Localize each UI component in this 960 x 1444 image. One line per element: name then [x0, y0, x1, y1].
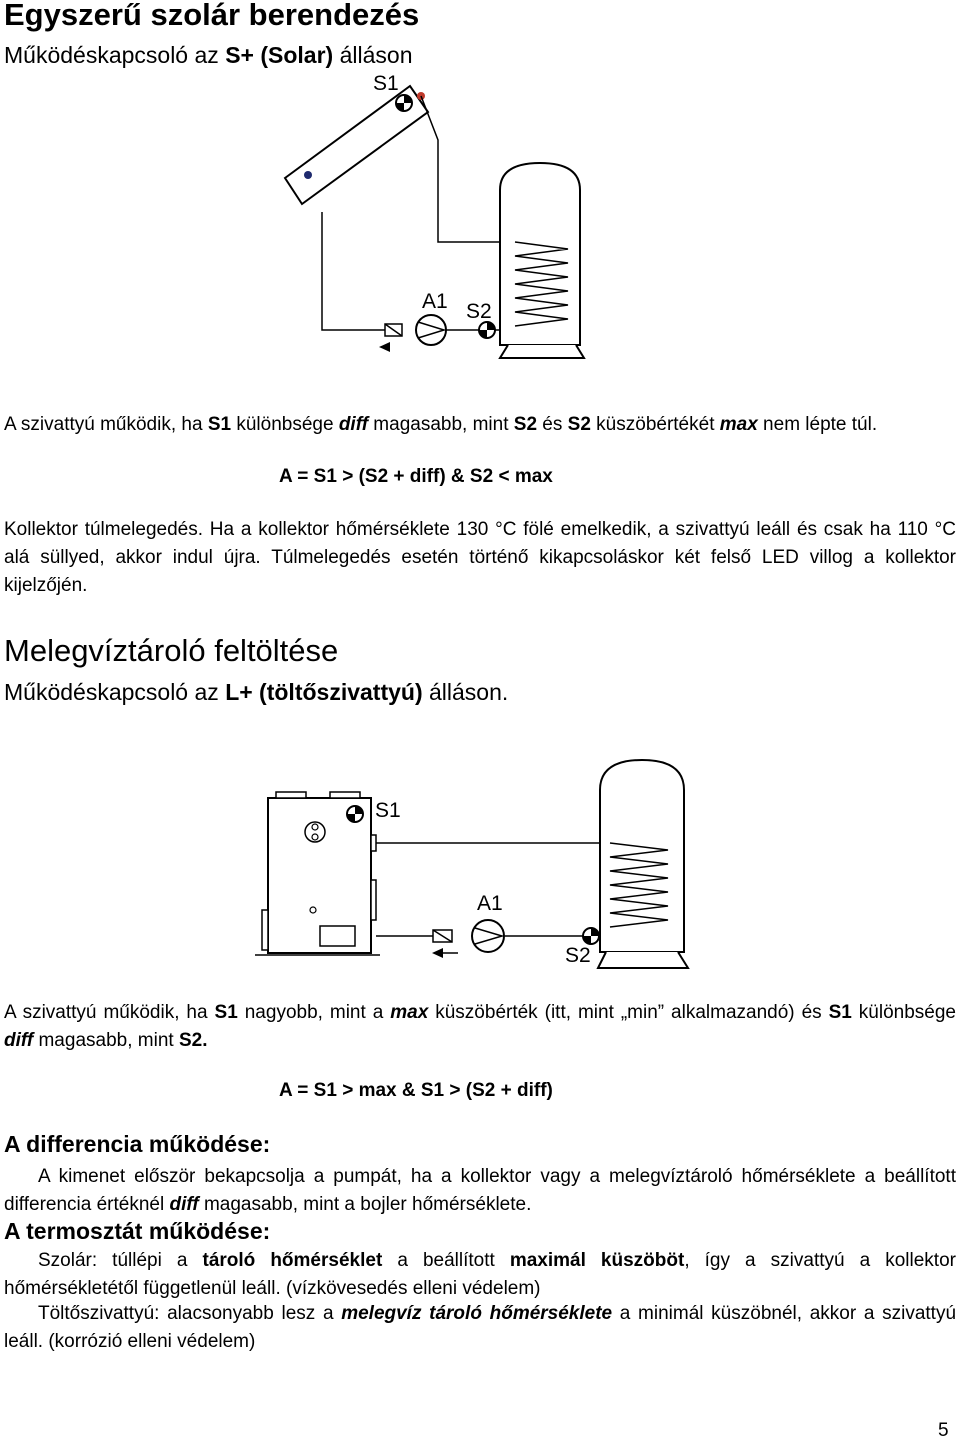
differencia-text: A kimenet először bekapcsolja a pumpát, ha a kollektor vagy a melegvíztároló hőmérséklete a beállított differencia értéknél diff magasabb, mint a bojler hőmérséklete. — [4, 1166, 956, 1215]
direction-arrow-icon — [432, 948, 458, 958]
sensor-s1-icon — [347, 806, 363, 822]
termosztat-title: A termosztát működése: — [4, 1218, 271, 1244]
label-a1: A1 — [422, 290, 448, 313]
boiler-diagram — [0, 740, 960, 990]
termosztat-solar-text: Szolár: túllépi a tároló hőmérséklet a beállított maximál küszöböt, így a szivattyú a kollektor hőmérsékletétől függetlenül leáll. (vízkövesedés elleni védelem) — [4, 1250, 956, 1299]
return-pipe — [322, 212, 385, 330]
section2-title: Melegvíztároló feltöltése — [4, 633, 339, 668]
sensor-s2-icon — [479, 322, 495, 338]
check-valve-icon — [385, 324, 402, 336]
pump-a1-icon — [472, 920, 504, 952]
page-number: 5 — [938, 1420, 949, 1441]
sensor-s2-icon — [583, 928, 599, 944]
section1-condition: A szivattyú működik, ha S1 különbsége diff magasabb, mint S2 és S2 küszöbértékét max nem lépte túl. — [4, 414, 878, 435]
label-s1: S1 — [375, 799, 401, 822]
label-s2: S2 — [466, 300, 492, 323]
label-s2: S2 — [565, 944, 591, 967]
differencia-title: A differencia működése: — [4, 1131, 271, 1157]
section1-formula: A = S1 > (S2 + diff) & S2 < max — [279, 466, 553, 487]
termosztat-charge-text: Töltőszivattyú: alacsonyabb lesz a melegvíz tároló hőmérséklete a minimál küszöbnél, akkor a szivattyú leáll. (korrózió elleni védelem) — [4, 1303, 957, 1352]
section2-switch-text: Működéskapcsoló az L+ (töltőszivattyú) álláson. — [4, 679, 509, 705]
label-a1: A1 — [477, 892, 503, 915]
section2-formula: A = S1 > max & S1 > (S2 + diff) — [279, 1080, 553, 1101]
direction-arrow-icon — [379, 342, 390, 352]
section2-condition: A szivattyú működik, ha S1 nagyobb, mint a max küszöbérték (itt, mint „min” alkalmazandó) és S1 különbsége diff magasabb, mint S2. — [4, 1002, 956, 1051]
overheat-text: Kollektor túlmelegedés. Ha a kollektor hőmérséklete 130 °C fölé emelkedik, a szivattyú leáll és csak ha 110 °C alá süllyed, akkor indul újra. Túlmelegedés esetén történő kikapcsoláskor két felső LED villog a kollektor kijelzőjén. — [4, 519, 956, 596]
section1-title: Egyszerű szolár berendezés — [4, 0, 420, 32]
storage-tank — [598, 760, 688, 968]
check-valve-icon — [433, 930, 452, 942]
label-s1: S1 — [373, 72, 399, 95]
section1-switch-text: Működéskapcsoló az S+ (Solar) álláson — [4, 42, 413, 68]
boiler-door — [320, 926, 355, 946]
pump-a1-icon — [416, 315, 446, 345]
solar-diagram — [0, 0, 960, 400]
sensor-s1-icon — [396, 95, 412, 111]
storage-tank — [500, 163, 584, 358]
